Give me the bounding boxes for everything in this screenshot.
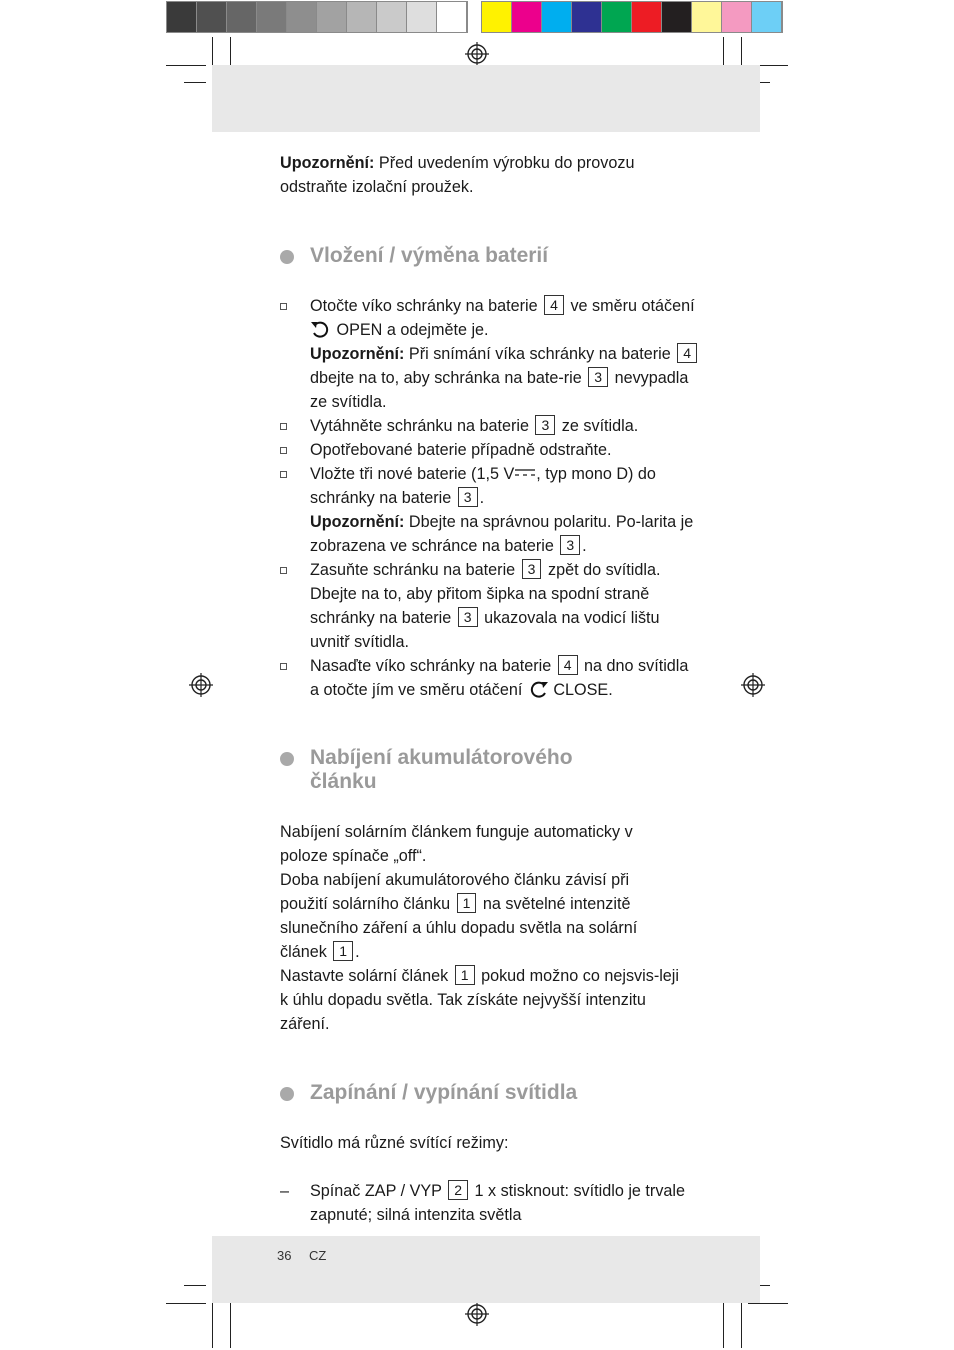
color-swatch xyxy=(542,2,572,32)
step-text: ukazovala na vodicí lištu uvnitř svítidla. xyxy=(310,609,660,651)
step-text: OPEN a odejměte je. xyxy=(336,321,489,339)
color-swatch xyxy=(722,2,752,32)
step-text: Otočte víko schránky na baterie xyxy=(310,297,538,315)
step-text: , typ mono D) do schránky na baterie xyxy=(310,465,656,507)
heading-bullet-icon xyxy=(280,1087,294,1101)
section-heading-batteries xyxy=(280,244,700,268)
note-text: nevypadla ze svítidla. xyxy=(310,369,689,411)
note-text: dbejte na to, aby schránka na bate-rie xyxy=(310,369,582,387)
checkbox-bullet-icon xyxy=(280,567,287,574)
crop-mark xyxy=(741,1300,742,1348)
paragraph-text: pokud možno co nejsvis-leji k úhlu dopadu světla. Tak získáte nejvyšší intenzitu záření. xyxy=(280,967,680,1033)
part-number-box: 3 xyxy=(458,487,478,507)
registration-target-icon xyxy=(741,673,765,697)
color-swatch xyxy=(197,2,227,32)
modes-list xyxy=(280,1179,700,1227)
page-number: 36 xyxy=(277,1248,292,1263)
paragraph-text: . xyxy=(355,943,360,961)
part-number-box: 4 xyxy=(677,343,697,363)
section-title: Zapínání / vypínání svítidla xyxy=(310,1081,578,1104)
paragraph-text: na světelné intenzitě slunečního záření a úhlu dopadu světla na solární článek xyxy=(280,895,638,961)
registration-target-icon xyxy=(189,673,213,697)
rotate-ccw-icon xyxy=(310,320,332,338)
grayscale-color-bar xyxy=(166,1,468,33)
color-swatch xyxy=(662,2,692,32)
step-text: na dno svítidla a otočte jím ve směru otáčení xyxy=(310,657,689,699)
registration-target-icon xyxy=(465,1302,489,1326)
step-text: Nasaďte víko schránky na baterie xyxy=(310,657,552,675)
color-swatch xyxy=(437,2,467,32)
mode-text: 1 x stisknout: svítidlo je trvale zapnuté; silná intenzita světla xyxy=(310,1182,686,1224)
crop-mark xyxy=(723,1300,724,1348)
list-item xyxy=(280,438,700,462)
checkbox-bullet-icon xyxy=(280,447,287,454)
color-swatch xyxy=(317,2,347,32)
crop-mark xyxy=(748,1303,788,1304)
part-number-box: 3 xyxy=(458,607,478,627)
section-title: Vložení / výměna baterií xyxy=(310,244,549,267)
checkbox-bullet-icon xyxy=(280,423,287,430)
list-item xyxy=(280,1179,700,1227)
color-swatch xyxy=(347,2,377,32)
paragraph-text: Nabíjení solárním článkem funguje automaticky v poloze spínače „off“. xyxy=(280,823,633,865)
language-code: CZ xyxy=(309,1248,327,1263)
heading-bullet-icon xyxy=(280,752,294,766)
battery-steps-list xyxy=(280,294,700,702)
list-item xyxy=(280,462,700,558)
checkbox-bullet-icon xyxy=(280,303,287,310)
heading-bullet-icon xyxy=(280,250,294,264)
part-number-box: 3 xyxy=(560,535,580,555)
part-number-box: 1 xyxy=(457,893,477,913)
note-text: Při snímání víka schránky na baterie xyxy=(404,345,671,363)
warning-text: Před uvedením výrobku do provozu odstraňte izolační proužek. xyxy=(280,154,635,196)
color-swatch xyxy=(602,2,632,32)
dc-symbol-icon xyxy=(514,469,536,477)
step-text: Vložte tři nové baterie (1,5 V xyxy=(310,465,515,483)
dash-bullet: – xyxy=(280,1182,290,1200)
paragraph-text: Doba nabíjení akumulátorového článku závisí při použití solárního článku xyxy=(280,871,630,913)
step-text: ve směru otáčení xyxy=(570,297,695,315)
list-item xyxy=(280,558,700,654)
crop-mark xyxy=(184,1285,206,1286)
step-text: Vytáhněte schránku na baterie xyxy=(310,417,529,435)
process-color-bar xyxy=(481,1,783,33)
crop-mark xyxy=(166,65,206,66)
checkbox-bullet-icon xyxy=(280,663,287,670)
note-text: . xyxy=(582,537,587,555)
color-swatch xyxy=(512,2,542,32)
part-number-box: 2 xyxy=(448,1180,468,1200)
crop-mark xyxy=(166,1303,206,1304)
header-band xyxy=(212,65,760,132)
mode-text: Spínač ZAP / VYP xyxy=(310,1182,442,1200)
step-text: zpět do svítidla. Dbejte na to, aby přitom šipka na spodní straně schránky na baterie xyxy=(310,561,661,627)
crop-mark xyxy=(212,1300,213,1348)
step-text: CLOSE. xyxy=(553,681,613,699)
crop-mark xyxy=(230,1300,231,1348)
checkbox-bullet-icon xyxy=(280,471,287,478)
modes-intro: Svítidlo má různé svítící režimy: xyxy=(280,1134,509,1152)
registration-target-icon xyxy=(465,42,489,66)
charging-paragraph xyxy=(280,820,680,1036)
part-number-box: 3 xyxy=(535,415,555,435)
list-item xyxy=(280,414,700,438)
paragraph-text: Nastavte solární článek xyxy=(280,967,449,985)
color-swatch xyxy=(752,2,782,32)
footer-band xyxy=(212,1236,760,1303)
list-item xyxy=(280,294,700,414)
section-heading-switching xyxy=(280,1081,700,1105)
rotate-cw-icon xyxy=(527,680,549,698)
color-swatch xyxy=(257,2,287,32)
step-text: Zasuňte schránku na baterie xyxy=(310,561,516,579)
color-swatch xyxy=(632,2,662,32)
part-number-box: 4 xyxy=(544,295,564,315)
note-text: Dbejte na správnou polaritu. Po-larita je zobrazena ve schránce na baterie xyxy=(310,513,694,555)
color-swatch xyxy=(572,2,602,32)
color-swatch xyxy=(407,2,437,32)
step-text: . xyxy=(479,489,485,507)
step-text: ze svítidla. xyxy=(561,417,639,435)
note-label: Upozornění: xyxy=(310,513,405,531)
crop-mark xyxy=(184,82,206,83)
part-number-box: 4 xyxy=(558,655,578,675)
color-swatch xyxy=(692,2,722,32)
section-title: Nabíjení akumulátorového článku xyxy=(310,746,573,793)
step-text: Opotřebované baterie případně odstraňte. xyxy=(310,441,612,459)
color-swatch xyxy=(482,2,512,32)
part-number-box: 1 xyxy=(455,965,475,985)
color-swatch xyxy=(287,2,317,32)
part-number-box: 1 xyxy=(333,941,353,961)
color-swatch xyxy=(227,2,257,32)
warning-label: Upozornění: xyxy=(280,154,375,172)
color-swatch xyxy=(377,2,407,32)
list-item xyxy=(280,654,700,702)
part-number-box: 3 xyxy=(588,367,608,387)
intro-warning xyxy=(280,151,680,199)
note-label: Upozornění: xyxy=(310,345,405,363)
color-swatch xyxy=(167,2,197,32)
section-heading-charging xyxy=(280,746,700,794)
part-number-box: 3 xyxy=(522,559,542,579)
